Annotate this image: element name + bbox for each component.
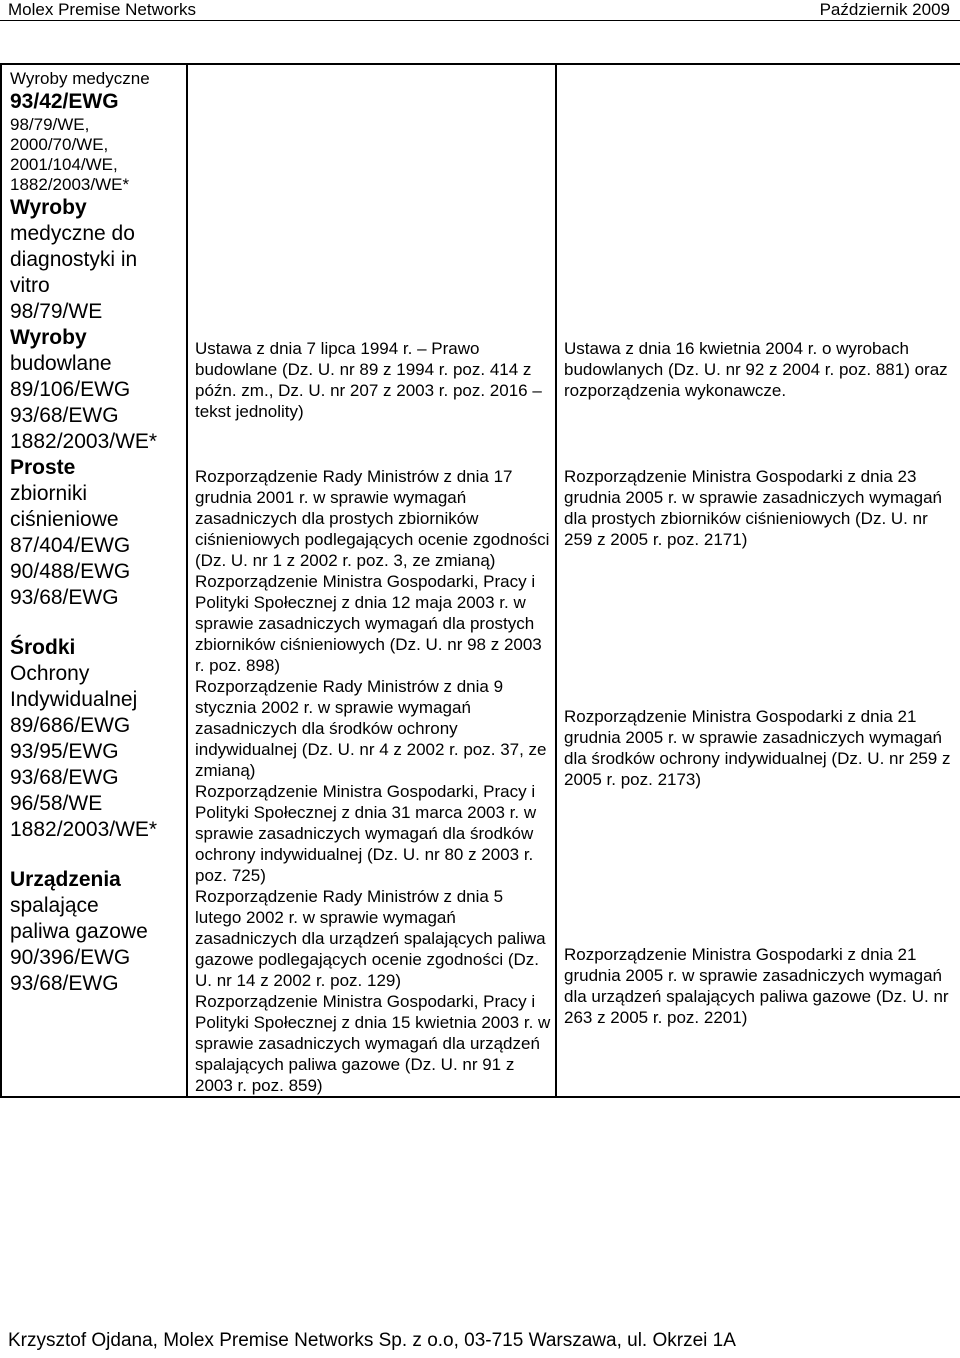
directive-line: 93/68/EWG	[10, 972, 119, 995]
table-row	[1, 64, 960, 1097]
directive-line: 87/404/EWG	[10, 534, 131, 557]
directive-line: Wyroby	[10, 326, 87, 349]
act-entry: Rozporządzenie Ministra Gospodarki z dnia 21 grudnia 2005 r. w sprawie zasadniczych wymagań dla środków ochrony indywidualnej (Dz. U. nr 259 z 2005 r. poz. 2173)	[564, 707, 951, 789]
regulations-table	[0, 63, 960, 1098]
directive-line: ciśnieniowe	[10, 508, 119, 531]
directive-line: 93/68/EWG	[10, 404, 119, 427]
new-acts-cell	[556, 64, 960, 1097]
act-entry: Rozporządzenie Ministra Gospodarki, Pracy i Polityki Społecznej z dnia 15 kwietnia 2003 r. w sprawie zasadniczych wymagań dla urządzeń spalających paliwa gazowe (Dz. U. nr 91 z 2003 r. poz. 859)	[195, 992, 551, 1095]
directive-line: 2001/104/WE,	[10, 155, 118, 174]
directive-line: 2000/70/WE,	[10, 135, 109, 154]
act-entry: Rozporządzenie Ministra Gospodarki, Pracy i Polityki Społecznej z dnia 12 maja 2003 r. w sprawie zasadniczych wymagań dla prostych zbiorników ciśnieniowych (Dz. U. nr 98 z 2003 r. poz. 898)	[195, 572, 542, 675]
directive-line: 96/58/WE	[10, 792, 103, 815]
directive-line: 90/488/EWG	[10, 560, 131, 583]
directive-line: 93/68/EWG	[10, 766, 119, 789]
directive-line: 1882/2003/WE*	[10, 175, 130, 194]
act-entry: Rozporządzenie Ministra Gospodarki, Pracy i Polityki Społecznej z dnia 31 marca 2003 r. w sprawie zasadniczych wymagań dla środków ochrony indywidualnej (Dz. U. nr 80 z 2003 r. poz. 725)	[195, 782, 537, 885]
directive-line: vitro	[10, 274, 50, 297]
directive-line: 98/79/WE	[10, 300, 103, 323]
act-entry: Ustawa z dnia 16 kwietnia 2004 r. o wyrobach budowlanych (Dz. U. nr 92 z 2004 r. poz. 881) oraz rozporządzenia wykonawcze.	[564, 339, 948, 400]
directives-cell	[1, 64, 187, 1097]
directive-line: zbiorniki	[10, 482, 88, 505]
directive-line: budowlane	[10, 352, 112, 375]
directive-line: 1882/2003/WE*	[10, 818, 158, 841]
act-entry: Rozporządzenie Rady Ministrów z dnia 17 grudnia 2001 r. w sprawie wymagań zasadniczych dla prostych zbiorników ciśnieniowych podlegających ocenie zgodności (Dz. U. nr 1 z 2002 r. poz. 3, ze zmianą)	[195, 467, 550, 570]
spacer	[10, 611, 186, 635]
spacer	[10, 843, 186, 867]
polish-acts-cell	[187, 64, 556, 1097]
directive-line: 89/686/EWG	[10, 714, 131, 737]
directive-line: Ochrony	[10, 662, 90, 685]
act-entry: Rozporządzenie Ministra Gospodarki z dnia 21 grudnia 2005 r. w sprawie zasadniczych wymagań dla urządzeń spalających paliwa gazowe (Dz. U. nr 263 z 2005 r. poz. 2201)	[564, 945, 949, 1027]
directive-line: 93/95/EWG	[10, 740, 119, 763]
directive-line: 89/106/EWG	[10, 378, 131, 401]
directive-line: 1882/2003/WE*	[10, 430, 158, 453]
directive-line: Indywidualnej	[10, 688, 138, 711]
directive-line: Wyroby	[10, 196, 87, 219]
page-footer: Krzysztof Ojdana, Molex Premise Networks Sp. z o.o, 03-715 Warszawa, ul. Okrzei 1A	[8, 1330, 736, 1351]
header-company: Molex Premise Networks	[8, 0, 196, 19]
directive-line: diagnostyki in	[10, 248, 138, 271]
directive-line: paliwa gazowe	[10, 920, 148, 943]
act-entry: Ustawa z dnia 7 lipca 1994 r. – Prawo budowlane (Dz. U. nr 89 z 1994 r. poz. 414 z późn. zm., Dz. U. nr 207 z 2003 r. poz. 2016 – tekst jednolity)	[195, 339, 542, 421]
directive-line: Proste	[10, 456, 76, 479]
page-header	[0, 0, 960, 22]
directive-line: Środki	[10, 636, 76, 659]
header-date: Październik 2009	[819, 0, 950, 19]
directive-line: medyczne do	[10, 222, 135, 245]
directive-line: 93/68/EWG	[10, 586, 119, 609]
act-entry: Rozporządzenie Rady Ministrów z dnia 9 stycznia 2002 r. w sprawie wymagań zasadniczych dla środków ochrony indywidualnej (Dz. U. nr 4 z 2002 r. poz. 37, ze zmianą)	[195, 677, 547, 780]
header-divider	[0, 20, 960, 21]
directive-line: 98/79/WE,	[10, 115, 90, 134]
act-entry: Rozporządzenie Rady Ministrów z dnia 5 lutego 2002 r. w sprawie wymagań zasadniczych dla urządzeń spalających paliwa gazowe podlegających ocenie zgodności (Dz. U. nr 14 z 2002 r. poz. 129)	[195, 887, 546, 990]
directive-line: Wyroby medyczne	[10, 69, 150, 88]
directive-line: 93/42/EWG	[10, 90, 119, 113]
act-entry: Rozporządzenie Ministra Gospodarki z dnia 23 grudnia 2005 r. w sprawie zasadniczych wymagań dla prostych zbiorników ciśnieniowych (Dz. U. nr 259 z 2005 r. poz. 2171)	[564, 467, 942, 549]
directive-line: 90/396/EWG	[10, 946, 131, 969]
directive-line: spalające	[10, 894, 99, 917]
directive-line: Urządzenia	[10, 868, 121, 891]
